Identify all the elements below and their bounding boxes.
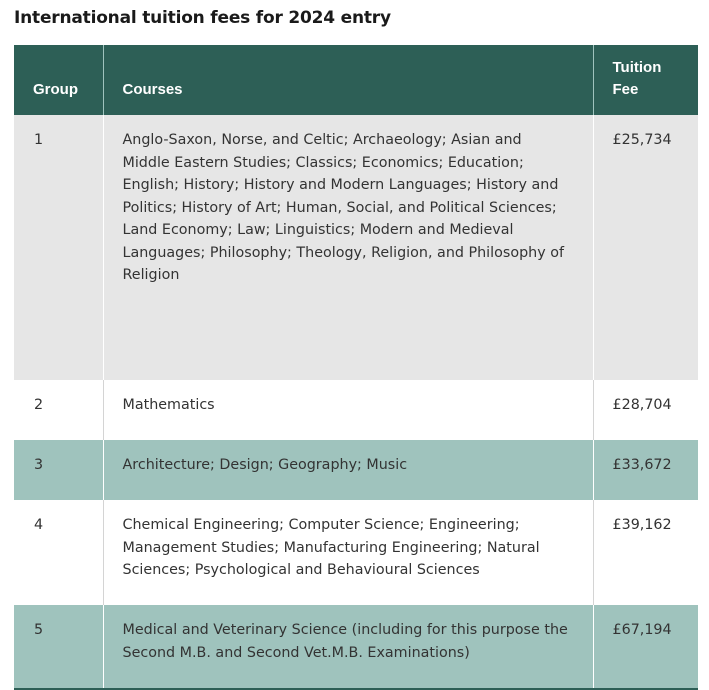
fee-cell: £39,162 [593,500,698,605]
tuition-fees-table [14,45,698,690]
group-cell: 4 [14,500,103,605]
group-cell: 2 [14,380,103,440]
column-header-courses: Courses [103,45,593,115]
table-row [14,440,698,500]
fee-cell: £67,194 [593,605,698,689]
table-row [14,605,698,689]
courses-cell: Chemical Engineering; Computer Science; Engineering; Management Studies; Manufacturing Engineering; Natural Sciences; Psychological and Behavioural Sciences [103,500,593,605]
page-title: International tuition fees for 2024 entry [14,8,391,28]
fee-cell: £33,672 [593,440,698,500]
courses-cell: Mathematics [103,380,593,440]
group-cell: 5 [14,605,103,689]
column-header-fee: Tuition Fee [593,45,698,115]
table-row [14,115,698,380]
table-row [14,500,698,605]
column-header-group: Group [14,45,103,115]
courses-cell: Architecture; Design; Geography; Music [103,440,593,500]
fee-cell: £25,734 [593,115,698,380]
fee-cell: £28,704 [593,380,698,440]
table-header-row [14,45,698,115]
courses-cell: Medical and Veterinary Science (including for this purpose the Second M.B. and Second Vet.M.B. Examinations) [103,605,593,689]
group-cell: 3 [14,440,103,500]
courses-cell: Anglo-Saxon, Norse, and Celtic; Archaeology; Asian and Middle Eastern Studies; Classics; Economics; Education; English; History; History and Modern Languages; History and Politics; History of Art; Human, Social, and Political Sciences; Land Economy; Law; Linguistics; Modern and Medieval Languages; Philosophy; Theology, Religion, and Philosophy of Religion [103,115,593,380]
group-cell: 1 [14,115,103,380]
table-row [14,380,698,440]
